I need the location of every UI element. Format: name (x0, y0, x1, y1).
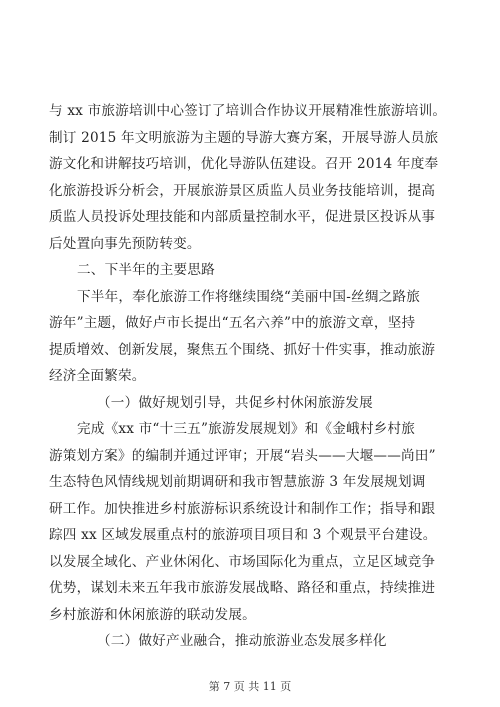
paragraph-line: 经济全面繁荣。 (49, 368, 146, 384)
paragraph-line: 研工作。加快推进乡村旅游标识系统设计和制作工作；指导和跟 (49, 500, 436, 517)
paragraph-line: 踪四 xx 区域发展重点村的旅游项目项目和 3 个观景平台建设。 (49, 527, 437, 543)
paragraph-line: 生态特色风情线规划前期调研和我市智慧旅游 3 年发展规划调 (49, 474, 426, 490)
paragraph-line: 与 xx 市旅游培训中心签订了培训合作协议开展精准性旅游培训。 (49, 103, 447, 119)
paragraph-line: 优势，谋划未来五年我市旅游发展战略、路径和重点，持续推进 (49, 580, 436, 596)
document-body (49, 98, 459, 655)
paragraph-line: 游年”主题，做好卢市长提出“五名六养”中的旅游文章，坚持 (49, 315, 416, 331)
paragraph-line: 质监人员投诉处理技能和内部质量控制水平，促进景区投诉从事 (49, 209, 436, 225)
section-heading: 二、下半年的主要思路 (77, 262, 215, 278)
subsection-heading: （一）做好规划引导，共促乡村休闲旅游发展 (97, 394, 373, 411)
paragraph-line: 完成《xx 市“十三五”旅游发展规划》和《金峨村乡村旅 (77, 421, 416, 437)
paragraph-line: 以发展全域化、产业休闲化、市场国际化为重点，立足区域竞争 (49, 553, 436, 570)
paragraph-line: 游策划方案》的编制并通过评审；开展“岩头——大堰——尚田” (49, 447, 436, 464)
paragraph-line: 后处置向事先预防转变。 (49, 235, 201, 252)
paragraph-line: 游文化和讲解技巧培训，优化导游队伍建设。召开 2014 年度奉 (49, 156, 439, 172)
paragraph-line: 化旅游投诉分析会，开展旅游景区质监人员业务技能培训，提高 (49, 182, 436, 199)
paragraph-line: 提质增效、创新发展，聚焦五个围绕、抓好十件实事，推动旅游 (49, 341, 436, 358)
paragraph-line: 下半年，奉化旅游工作将继续围绕“美丽中国-丝绸之路旅 (77, 288, 420, 305)
subsection-heading: （二）做好产业融合，推动旅游业态发展多样化 (97, 633, 387, 649)
paragraph-line: 制订 2015 年文明旅游为主题的导游大赛方案，开展导游人员旅 (49, 129, 439, 146)
page-footer: 第 7 页 共 11 页 (208, 680, 292, 693)
paragraph-line: 乡村旅游和休闲旅游的联动发展。 (49, 606, 256, 623)
